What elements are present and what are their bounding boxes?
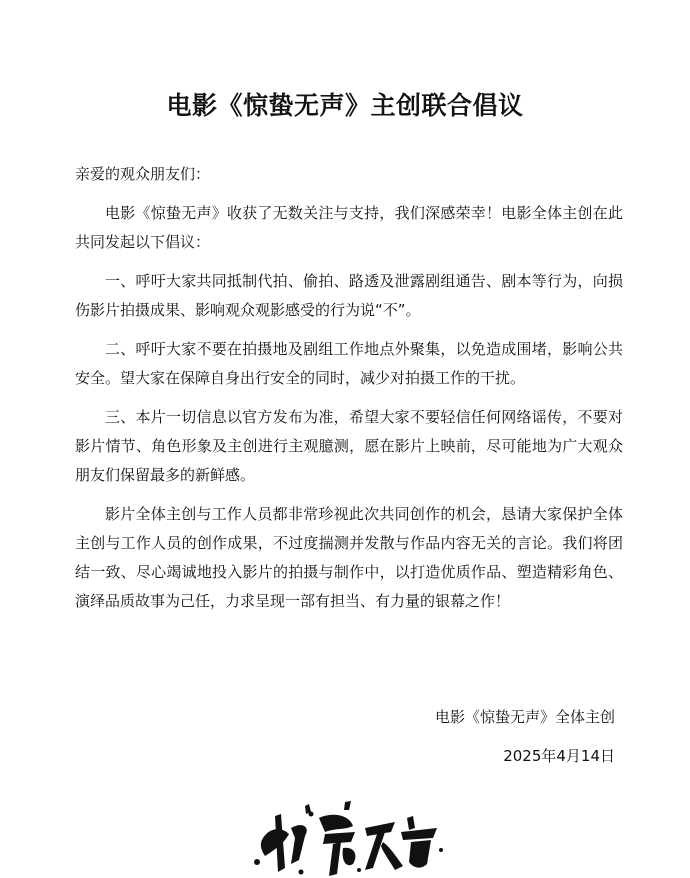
date: 2025年4月14日 [503, 747, 615, 765]
paragraph-item-3: 三、本片一切信息以官方发布为准，希望大家不要轻信任何网络谣传，不要对影片情节、角色形象及主创进行主观臆测，愿在影片上映前，尽可能地为广大观众朋友们保留最多的新鲜感。 [75, 408, 623, 484]
calligraphy-logo-icon [245, 798, 445, 878]
paragraph-item-2: 二、呼吁大家不要在拍摄地及剧组工作地点外聚集，以免造成围堵，影响公共安全。望大家在保障自身出行安全的同时，减少对拍摄工作的干扰。 [75, 340, 623, 387]
paragraph-item-1: 一、呼吁大家共同抵制代拍、偷拍、路透及泄露剧组通告、剧本等行为，向损伤影片拍摄成果、影响观众观影感受的行为说“不”。 [75, 272, 623, 319]
film-title-calligraphy-logo [245, 798, 445, 878]
signature: 电影《惊蛰无声》全体主创 [434, 708, 615, 726]
paragraph-intro: 电影《惊蛰无声》收获了无数关注与支持，我们深感荣幸！电影全体主创在此共同发起以下倡议： [75, 204, 623, 251]
document-body [75, 160, 623, 626]
greeting: 亲爱的观众朋友们： [75, 165, 211, 183]
paragraph-closing: 影片全体主创与工作人员都非常珍视此次共同创作的机会，恳请大家保护全体主创与工作人员的创作成果，不过度揣测并发散与作品内容无关的言论。我们将团结一致、尽心竭诚地投入影片的拍摄与制作中，以打造优质作品、塑造精彩角色、演绎品质故事为己任，力求呈现一部有担当、有力量的银幕之作！ [75, 505, 623, 610]
signature-block [435, 703, 615, 781]
document-title: 电影《惊蛰无声》主创联合倡议 [166, 91, 524, 120]
